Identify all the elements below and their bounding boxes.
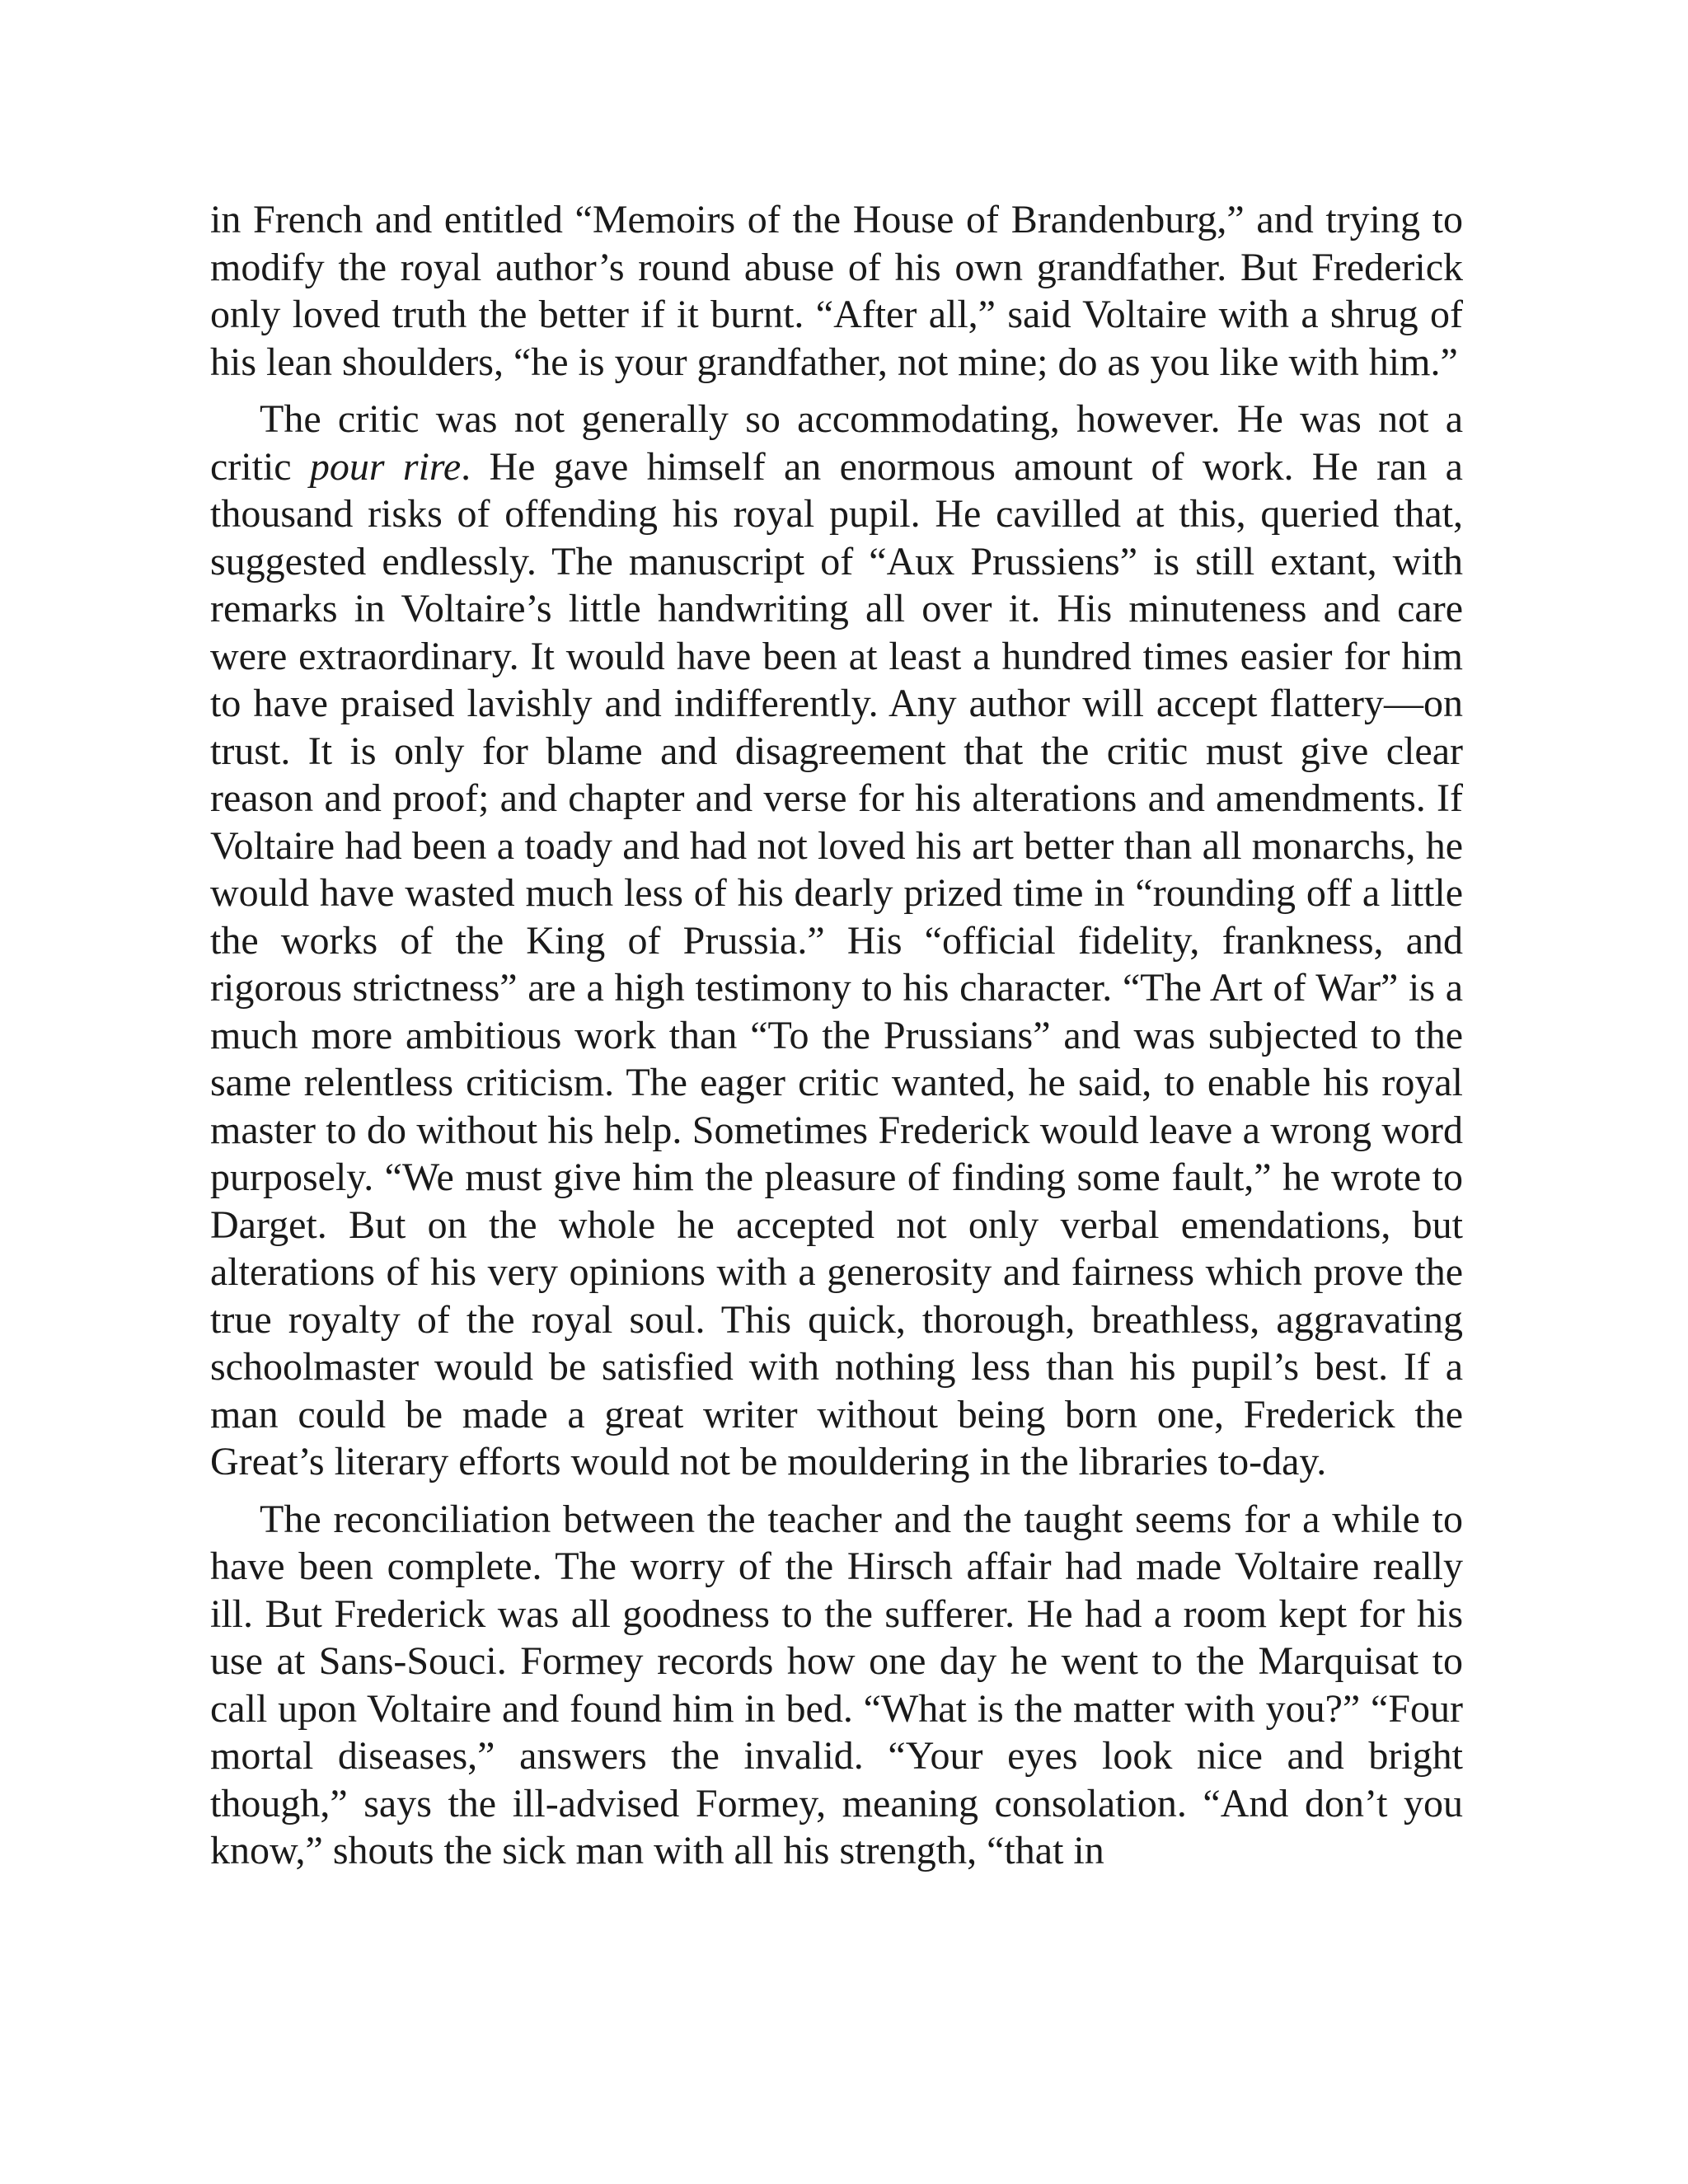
paragraph-3: The reconciliation between the teacher and the taught seems for a while to have been complete. The worry of the Hirsch affair had made Voltaire really ill. But Frederick was all goodness to the sufferer. He had a room kept for his use at Sans-Souci. Formey records how one day he went to the Marquisat to call upon Voltaire and found him in bed. “What is the matter with you?” “Four mortal diseases,” answers the invalid. “Your eyes look nice and bright though,” says the ill-advised Formey, meaning consolation. “And don’t you know,” shouts the sick man with all his strength, “that in [210, 1497, 1463, 1872]
paragraph-2 [210, 396, 1463, 1486]
page-body [210, 196, 1463, 1875]
italic-phrase: pour rire [309, 444, 462, 489]
paragraph-2-rest: . He gave himself an enormous amount of work. He ran a thousand risks of offending his royal pupil. He cavilled at this, queried that, suggested endlessly. The manuscript of “Aux Prussiens” is still extant, with remarks in Voltaire’s little handwriting all over it. His minuteness and care were extraordinary. It would have been at least a hundred times easier for him to have praised lavishly and indifferently. Any author will accept flattery—on trust. It is only for blame and disagreement that the critic must give clear reason and proof; and chapter and verse for his alterations and amendments. If Voltaire had been a toady and had not loved his art better than all monarchs, he would have wasted much less of his dearly prized time in “rounding off a little the works of the King of Prussia.” His “official fidelity, frankness, and rigorous strictness” are a high testimony to his character. “The Art of War” is a much more ambitious work than “To the Prussians” and was subjected to the same relentless criticism. The eager critic wanted, he said, to enable his royal master to do without his help. Sometimes Frederick would leave a wrong word purposely. “We must give him the pleasure of finding some fault,” he wrote to Darget. But on the whole he accepted not only verbal emendations, but alterations of his very opinions with a generosity and fairness which prove the true royalty of the royal soul. This quick, thorough, breathless, aggravating schoolmaster would be satisfied with nothing less than his pupil’s best. If a man could be made a great writer without being born one, Frederick the Great’s literary efforts would not be mouldering in the libraries to-day. [210, 444, 1463, 1483]
paragraph-1: in French and entitled “Memoirs of the House of Brandenburg,” and trying to modify the royal author’s round abuse of his own grandfather. But Frederick only loved truth the better if it burnt. “After all,” said Voltaire with a shrug of his lean shoulders, “he is your grandfather, not mine; do as you like with him.” [210, 198, 1463, 384]
paragraph-2-start: The critic was not generally so accommodating, however. He was not a critic [210, 397, 1463, 489]
